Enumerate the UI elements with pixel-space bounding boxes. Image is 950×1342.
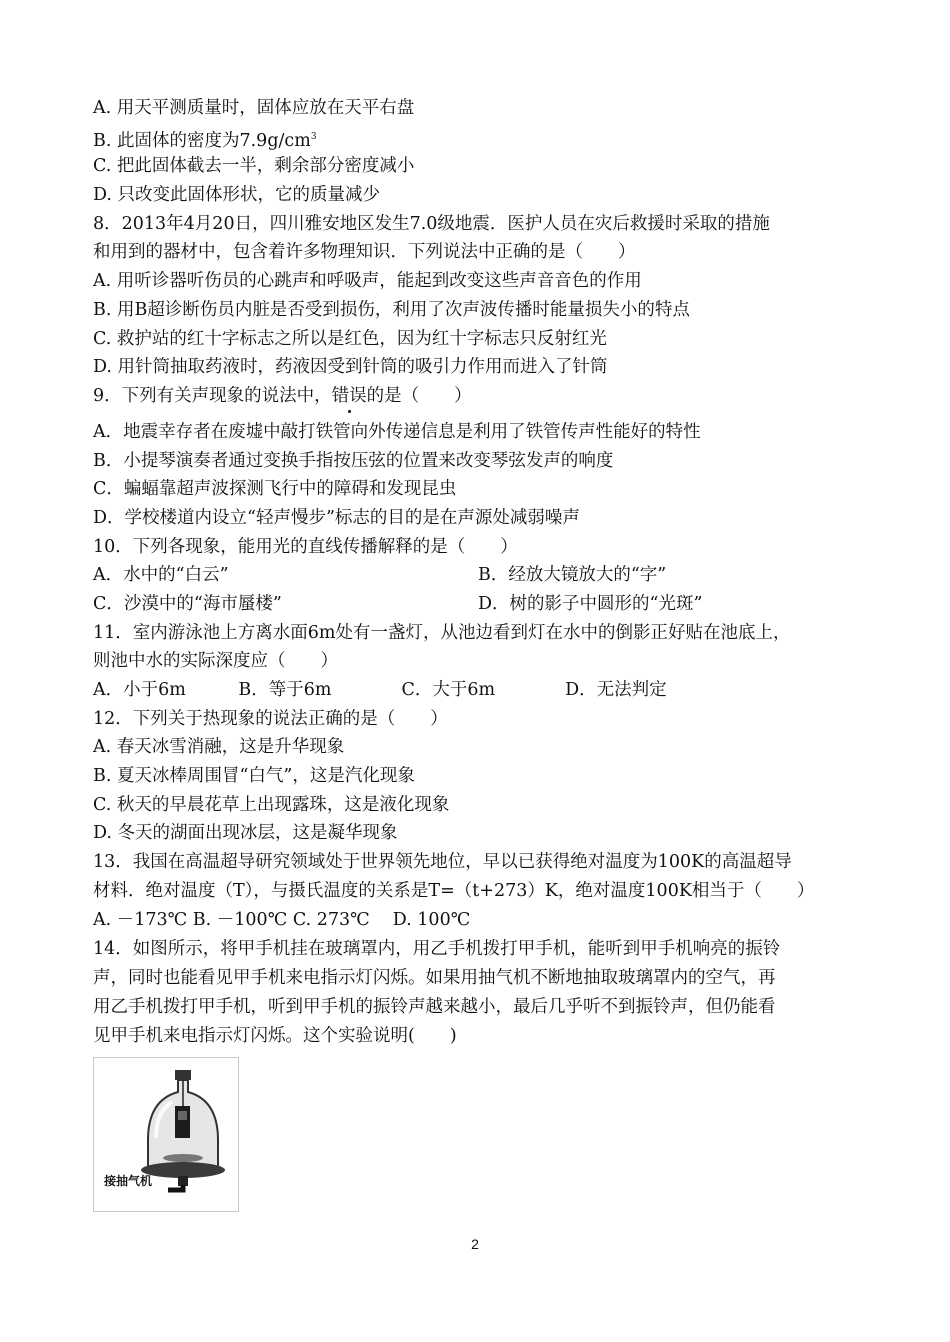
- q7-option-b-superscript: 3: [310, 132, 317, 142]
- q14-stem-line2: 声，同时也能看见甲手机来电指示灯闪烁。如果用抽气机不断地抽取玻璃罩内的空气，再: [93, 968, 776, 988]
- q7-option-d: D. 只改变此固体形状，它的质量减少: [93, 185, 381, 205]
- q12-option-c: C. 秋天的早晨花草上出现露珠，这是液化现象: [93, 795, 450, 815]
- q12-option-b: B. 夏天冰棒周围冒“白气”，这是汽化现象: [93, 766, 415, 786]
- q14-stem-line1: 14．如图所示，将甲手机挂在玻璃罩内，用乙手机拨打甲手机，能听到甲手机响亮的振铃: [93, 939, 781, 959]
- pump-label: 接抽气机: [104, 1174, 153, 1188]
- bell-jar-figure: [93, 1057, 239, 1212]
- q9-stem-tail: 的是（ ）: [366, 386, 472, 406]
- q13-stem-line1: 13．我国在高温超导研究领域处于世界领先地位，早以已获得绝对温度为100K的高温超导: [93, 852, 792, 872]
- q9-stem: [93, 384, 472, 408]
- q7-option-a: A. 用天平测质量时，固体应放在天平右盘: [93, 98, 415, 118]
- q10-option-d: D．树的影子中圆形的“光斑”: [478, 594, 703, 614]
- q7-option-c: C. 把此固体截去一半，剩余部分密度减小: [93, 156, 415, 176]
- q8-stem-line1: 8．2013年4月20日，四川雅安地区发生7.0级地震．医护人员在灾后救援时采取的措施: [93, 214, 770, 234]
- q11-stem-line1: 11．室内游泳池上方离水面6m处有一盏灯，从池边看到灯在水中的倒影正好贴在池底上，: [93, 623, 791, 643]
- q9-option-b: B．小提琴演奏者通过变换手指按压弦的位置来改变琴弦发声的响度: [93, 451, 614, 471]
- q12-option-d: D. 冬天的湖面出现冰层，这是凝华现象: [93, 823, 398, 843]
- q7-option-b-text: B. 此固体的密度为7.9g/cm: [93, 130, 311, 151]
- jar-base-plate: [141, 1162, 225, 1178]
- q13-stem-line2: 材料．绝对温度（T），与摄氏温度的关系是T=（t+273）K，绝对温度100K相当于（ ）: [93, 881, 815, 901]
- q8-stem-line2: 和用到的器材中，包含着许多物理知识．下列说法中正确的是（ ）: [93, 242, 636, 262]
- page-number: 2: [471, 1236, 479, 1252]
- jar-stopper: [175, 1070, 191, 1080]
- q8-option-c: C. 救护站的红十字标志之所以是红色，因为红十字标志只反射红光: [93, 329, 607, 349]
- q11-options: A．小于6m B．等于6m C．大于6m D．无法判定: [93, 680, 667, 700]
- q9-option-a: A．地震幸存者在废墟中敲打铁管向外传递信息是利用了铁管传声性能好的特性: [93, 422, 701, 442]
- q10-option-a: A．水中的“白云”: [93, 565, 229, 585]
- q14-stem-line3: 用乙手机拨打甲手机，听到甲手机的振铃声越来越小，最后几乎听不到振铃声，但仍能看: [93, 997, 776, 1017]
- q9-stem-head: 9．下列有关声现象的说法中，: [93, 386, 332, 406]
- bell-jar-illustration: [94, 1058, 238, 1211]
- q9-option-d: D．学校楼道内设立“轻声慢步”标志的目的是在声源处减弱噪声: [93, 508, 580, 528]
- q10-option-c: C．沙漠中的“海市蜃楼”: [93, 594, 282, 614]
- q10-stem: 10．下列各现象，能用光的直线传播解释的是（ ）: [93, 537, 518, 557]
- q12-option-a: A. 春天冰雪消融，这是升华现象: [93, 737, 345, 757]
- q8-option-a: A. 用听诊器听伤员的心跳声和呼吸声，能起到改变这些声音音色的作用: [93, 271, 642, 291]
- q8-option-d: D. 用针筒抽取药液时，药液因受到针筒的吸引力作用而进入了针筒: [93, 357, 608, 377]
- q8-option-b: B. 用B超诊断伤员内脏是否受到损伤，利用了次声波传播时能量损失小的特点: [93, 300, 690, 320]
- q13-options: A. －173℃ B. －100℃ C. 273℃ D. 100℃: [93, 910, 471, 930]
- phone-in-jar: [175, 1106, 190, 1138]
- q12-stem: 12．下列关于热现象的说法正确的是（ ）: [93, 709, 448, 729]
- q9-option-c: C．蝙蝠靠超声波探测飞行中的障碍和发现昆虫: [93, 479, 457, 499]
- q9-emphasis: 错误: [331, 386, 367, 406]
- q7-option-b: [93, 125, 317, 153]
- q11-stem-line2: 则池中水的实际深度应（ ）: [93, 651, 338, 671]
- pump-tube: [168, 1185, 183, 1190]
- q10-option-b: B．经放大镜放大的“字”: [478, 565, 667, 585]
- q14-stem-line4: 见甲手机来电指示灯闪烁。这个实验说明( ): [93, 1026, 457, 1046]
